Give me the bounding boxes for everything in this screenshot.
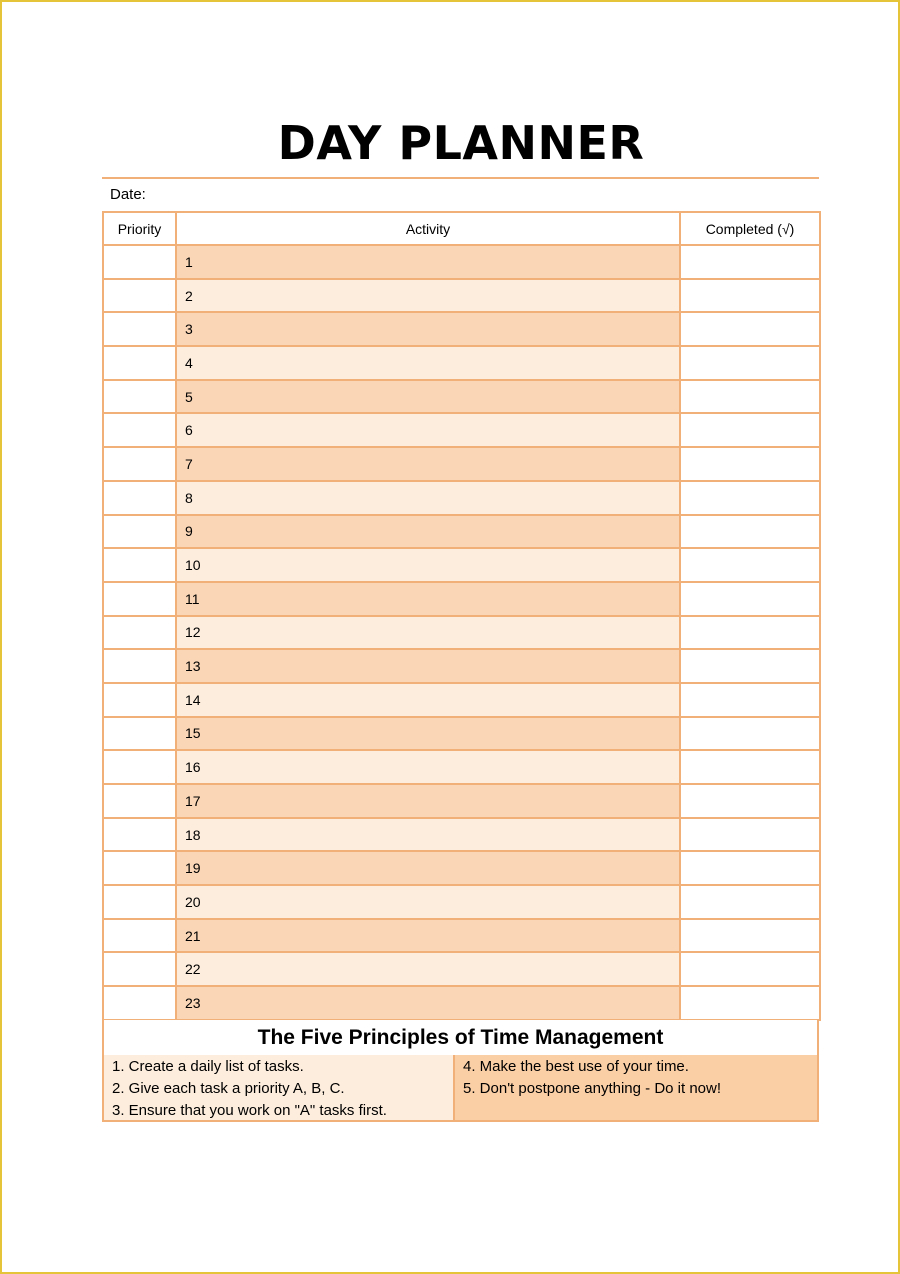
completed-cell[interactable] [680, 447, 820, 481]
priority-cell[interactable] [103, 312, 176, 346]
title-divider [102, 177, 819, 179]
priority-cell[interactable] [103, 515, 176, 549]
table-row [103, 515, 820, 549]
completed-cell[interactable] [680, 245, 820, 279]
activity-table-wrapper [102, 211, 821, 1021]
table-row [103, 312, 820, 346]
completed-cell[interactable] [680, 279, 820, 313]
activity-rows [103, 245, 820, 1020]
activity-cell[interactable]: 18 [176, 818, 680, 852]
completed-cell[interactable] [680, 851, 820, 885]
activity-cell[interactable]: 3 [176, 312, 680, 346]
priority-cell[interactable] [103, 548, 176, 582]
priority-cell[interactable] [103, 447, 176, 481]
activity-cell[interactable]: 15 [176, 717, 680, 751]
page-title: DAY PLANNER [277, 116, 645, 170]
priority-header: Priority [103, 212, 176, 245]
priority-cell[interactable] [103, 885, 176, 919]
table-row [103, 616, 820, 650]
completed-cell[interactable] [680, 750, 820, 784]
completed-cell[interactable] [680, 481, 820, 515]
activity-cell[interactable]: 2 [176, 279, 680, 313]
completed-cell[interactable] [680, 312, 820, 346]
table-row [103, 582, 820, 616]
activity-cell[interactable]: 19 [176, 851, 680, 885]
priority-cell[interactable] [103, 717, 176, 751]
table-row [103, 380, 820, 414]
activity-cell[interactable]: 21 [176, 919, 680, 953]
completed-cell[interactable] [680, 548, 820, 582]
completed-cell[interactable] [680, 413, 820, 447]
priority-cell[interactable] [103, 952, 176, 986]
priority-cell[interactable] [103, 919, 176, 953]
activity-header: Activity [176, 212, 680, 245]
principles-title: The Five Principles of Time Management [257, 1026, 664, 1049]
completed-cell[interactable] [680, 346, 820, 380]
priority-cell[interactable] [103, 582, 176, 616]
activity-cell[interactable]: 7 [176, 447, 680, 481]
principle-item: 1. Create a daily list of tasks. [112, 1058, 304, 1075]
priority-cell[interactable] [103, 683, 176, 717]
activity-cell[interactable]: 5 [176, 380, 680, 414]
activity-cell[interactable]: 8 [176, 481, 680, 515]
table-row [103, 919, 820, 953]
principle-item: 2. Give each task a priority A, B, C. [112, 1080, 345, 1097]
activity-cell[interactable]: 16 [176, 750, 680, 784]
completed-cell[interactable] [680, 952, 820, 986]
priority-cell[interactable] [103, 380, 176, 414]
activity-cell[interactable]: 22 [176, 952, 680, 986]
table-row [103, 851, 820, 885]
activity-cell[interactable]: 14 [176, 683, 680, 717]
activity-cell[interactable]: 1 [176, 245, 680, 279]
completed-cell[interactable] [680, 649, 820, 683]
completed-cell[interactable] [680, 818, 820, 852]
table-row [103, 717, 820, 751]
completed-cell[interactable] [680, 515, 820, 549]
table-row [103, 952, 820, 986]
table-row [103, 548, 820, 582]
priority-cell[interactable] [103, 481, 176, 515]
activity-cell[interactable]: 4 [176, 346, 680, 380]
activity-cell[interactable]: 20 [176, 885, 680, 919]
date-label: Date: [110, 186, 146, 203]
activity-cell[interactable]: 23 [176, 986, 680, 1020]
priority-cell[interactable] [103, 784, 176, 818]
priority-cell[interactable] [103, 750, 176, 784]
principle-item: 5. Don't postpone anything - Do it now! [463, 1080, 722, 1097]
priority-cell[interactable] [103, 616, 176, 650]
completed-cell[interactable] [680, 582, 820, 616]
priority-cell[interactable] [103, 413, 176, 447]
completed-header: Completed (√) [680, 212, 820, 245]
activity-cell[interactable]: 17 [176, 784, 680, 818]
completed-cell[interactable] [680, 717, 820, 751]
table-row [103, 649, 820, 683]
priority-cell[interactable] [103, 986, 176, 1020]
table-row [103, 279, 820, 313]
priority-cell[interactable] [103, 346, 176, 380]
principle-item: 3. Ensure that you work on "A" tasks first. [112, 1102, 387, 1119]
completed-cell[interactable] [680, 616, 820, 650]
priority-cell[interactable] [103, 245, 176, 279]
table-row [103, 784, 820, 818]
activity-cell[interactable]: 13 [176, 649, 680, 683]
activity-cell[interactable]: 9 [176, 515, 680, 549]
activity-cell[interactable]: 11 [176, 582, 680, 616]
principles-left-column [104, 1055, 455, 1120]
principles-right-column [455, 1055, 817, 1120]
priority-cell[interactable] [103, 649, 176, 683]
table-row [103, 986, 820, 1020]
priority-cell[interactable] [103, 818, 176, 852]
principles-box [102, 1020, 819, 1122]
table-row [103, 885, 820, 919]
table-row [103, 413, 820, 447]
completed-cell[interactable] [680, 919, 820, 953]
table-header-row [103, 212, 820, 245]
activity-cell[interactable]: 10 [176, 548, 680, 582]
priority-cell[interactable] [103, 851, 176, 885]
activity-cell[interactable]: 6 [176, 413, 680, 447]
completed-cell[interactable] [680, 885, 820, 919]
completed-cell[interactable] [680, 986, 820, 1020]
activity-table [102, 211, 821, 1021]
table-row [103, 481, 820, 515]
table-row [103, 683, 820, 717]
completed-cell[interactable] [680, 683, 820, 717]
completed-cell[interactable] [680, 784, 820, 818]
table-row [103, 346, 820, 380]
table-row [103, 750, 820, 784]
activity-cell[interactable]: 12 [176, 616, 680, 650]
table-row [103, 447, 820, 481]
table-row [103, 818, 820, 852]
completed-cell[interactable] [680, 380, 820, 414]
table-row [103, 245, 820, 279]
priority-cell[interactable] [103, 279, 176, 313]
principle-item: 4. Make the best use of your time. [463, 1058, 689, 1075]
